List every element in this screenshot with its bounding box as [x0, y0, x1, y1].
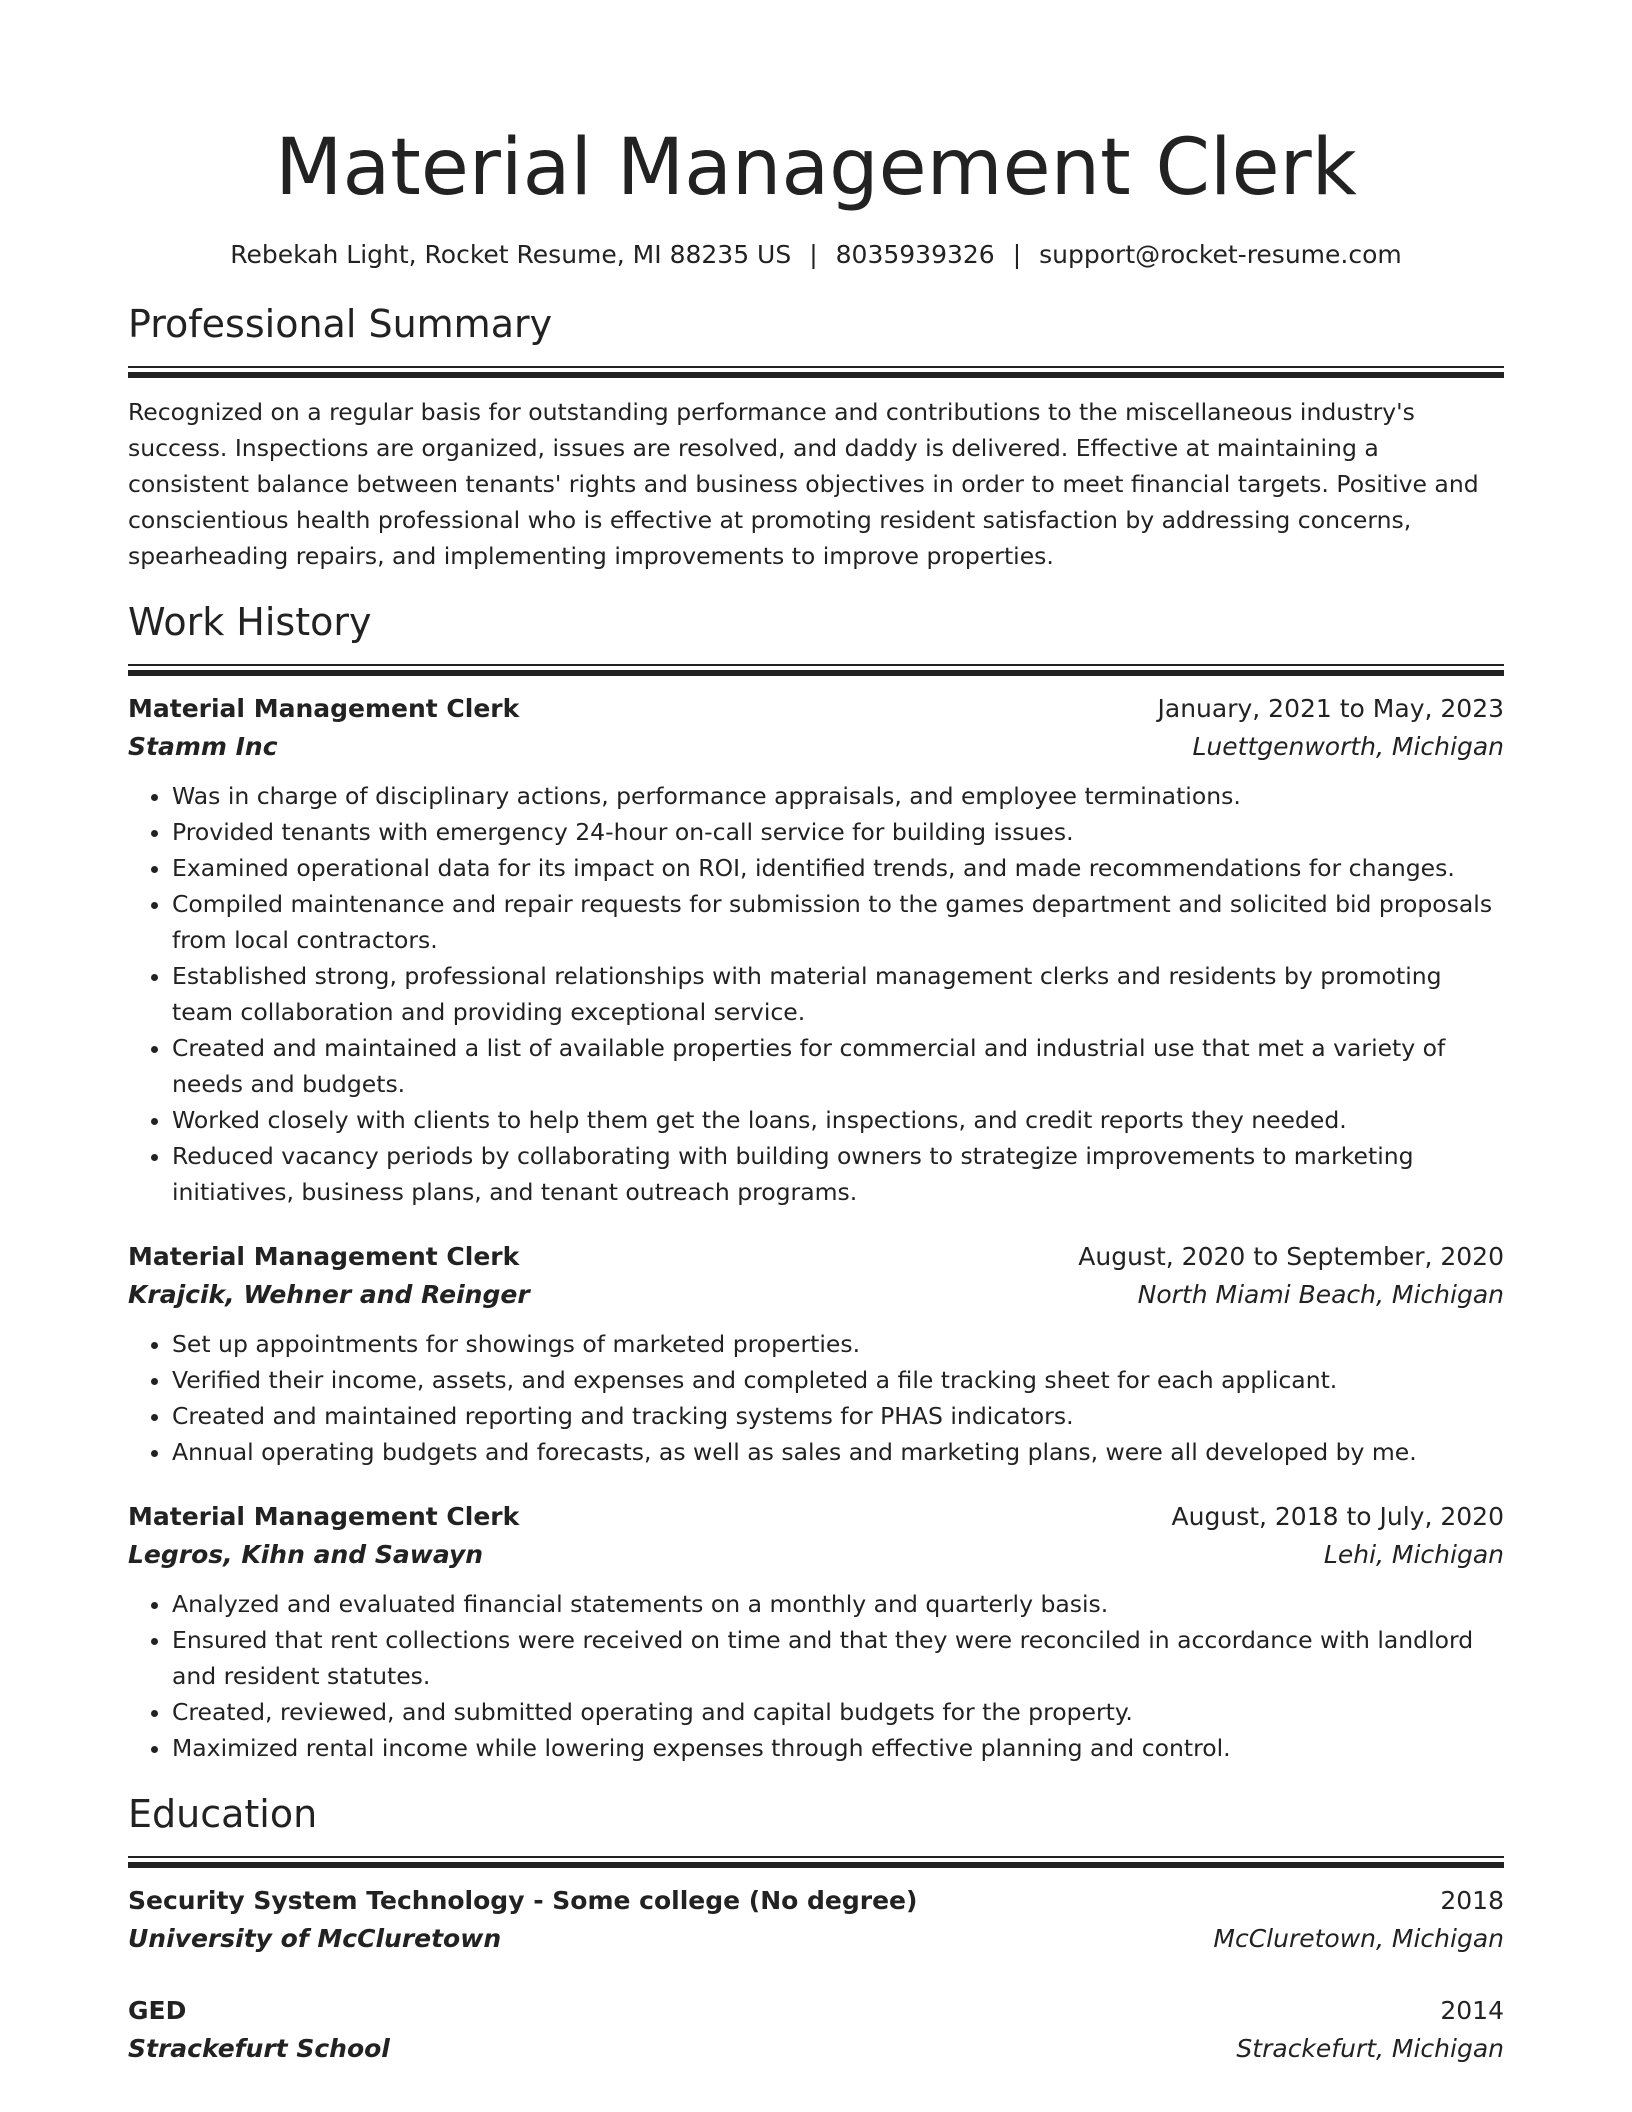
job-dates: August, 2018 to July, 2020: [1171, 1502, 1504, 1531]
list-item: • Ensured that rent collections were received on time and that they were reconciled in accordance with landlord and resident statutes.: [172, 1622, 1504, 1694]
job-entry: [128, 690, 1504, 1210]
section-divider: [128, 664, 1504, 676]
job-entry: [128, 1238, 1504, 1470]
education-entry: [128, 1882, 1504, 1958]
contact-phone: 8035939326: [835, 240, 995, 269]
list-item: • Verified their income, assets, and expenses and completed a file tracking sheet for each applicant.: [172, 1362, 1504, 1398]
list-item: • Worked closely with clients to help them get the loans, inspections, and credit reports they needed.: [172, 1102, 1504, 1138]
list-item: • Analyzed and evaluated financial statements on a monthly and quarterly basis.: [172, 1586, 1504, 1622]
job-location: Lehi, Michigan: [1323, 1540, 1504, 1569]
job-bullets: [128, 1586, 1504, 1766]
list-item: • Set up appointments for showings of marketed properties.: [172, 1326, 1504, 1362]
resume-page: [128, 0, 1504, 2068]
summary-section: [128, 300, 1504, 574]
contact-separator: |: [1012, 240, 1022, 269]
list-item: • Was in charge of disciplinary actions, performance appraisals, and employee terminations.: [172, 778, 1504, 814]
list-item: • Examined operational data for its impact on ROI, identified trends, and made recommendations for changes.: [172, 850, 1504, 886]
education-location: Strackefurt, Michigan: [1236, 2034, 1504, 2063]
contact-separator: |: [809, 240, 818, 269]
section-heading: Work History: [128, 600, 372, 644]
job-title: Material Management Clerk: [128, 1242, 520, 1271]
contact-line: [128, 238, 1504, 272]
job-location: North Miami Beach, Michigan: [1137, 1280, 1504, 1309]
education-entry: [128, 1992, 1504, 2068]
job-entry: [128, 1498, 1504, 1766]
list-item: • Annual operating budgets and forecasts, as well as sales and marketing plans, were all developed by me.: [172, 1434, 1504, 1470]
education-location: McCluretown, Michigan: [1213, 1924, 1504, 1953]
section-heading: Professional Summary: [128, 302, 553, 346]
list-item: • Compiled maintenance and repair requests for submission to the games department and solicited bid proposals from local contractors.: [172, 886, 1504, 958]
education-year: 2018: [1440, 1886, 1504, 1915]
job-title: Material Management Clerk: [128, 694, 520, 723]
list-item: • Created and maintained a list of available properties for commercial and industrial use that met a variety of needs and budgets.: [172, 1030, 1504, 1102]
education-year: 2014: [1440, 1996, 1504, 2025]
list-item: • Reduced vacancy periods by collaborating with building owners to strategize improvements to marketing initiatives, business plans, and tenant outreach programs.: [172, 1138, 1504, 1210]
education-degree: GED: [128, 1996, 187, 2025]
job-title: Material Management Clerk: [128, 1502, 520, 1531]
list-item: • Maximized rental income while lowering expenses through effective planning and control.: [172, 1730, 1504, 1766]
contact-email[interactable]: support@rocket-resume.com: [1039, 240, 1402, 269]
education-degree: Security System Technology - Some college (No degree): [128, 1886, 918, 1915]
job-location: Luettgenworth, Michigan: [1192, 732, 1504, 761]
job-employer: Legros, Kihn and Sawayn: [128, 1540, 484, 1569]
list-item: • Created, reviewed, and submitted operating and capital budgets for the property.: [172, 1694, 1504, 1730]
job-employer: Stamm Inc: [128, 732, 278, 761]
resume-title: Material Management Clerk: [275, 123, 1357, 213]
list-item: • Provided tenants with emergency 24-hour on-call service for building issues.: [172, 814, 1504, 850]
section-divider: [128, 1856, 1504, 1868]
job-employer: Krajcik, Wehner and Reinger: [128, 1280, 530, 1309]
contact-address: Rebekah Light, Rocket Resume, MI 88235 US: [230, 240, 792, 269]
section-divider: [128, 366, 1504, 378]
education-school: University of McCluretown: [128, 1924, 502, 1953]
list-item: • Created and maintained reporting and tracking systems for PHAS indicators.: [172, 1398, 1504, 1434]
section-heading: Education: [128, 1792, 318, 1836]
list-item: • Established strong, professional relationships with material management clerks and residents by promoting team collaboration and providing exceptional service.: [172, 958, 1504, 1030]
work-history-section: [128, 598, 1504, 1766]
job-dates: August, 2020 to September, 2020: [1078, 1242, 1504, 1271]
education-section: [128, 1790, 1504, 2068]
summary-text: Recognized on a regular basis for outstanding performance and contributions to the miscellaneous industry's success. Inspections are organized, issues are resolved, and daddy is delivered. Effective at maintaining a consistent balance between tenants' rights and business objectives in order to meet financial targets. Positive and conscientious health professional who is effective at promoting resident satisfaction by addressing concerns, spearheading repairs, and implementing improvements to improve properties.: [128, 398, 1479, 570]
job-bullets: [128, 778, 1504, 1210]
job-dates: January, 2021 to May, 2023: [1157, 694, 1504, 723]
job-bullets: [128, 1326, 1504, 1470]
education-school: Strackefurt School: [128, 2034, 390, 2063]
